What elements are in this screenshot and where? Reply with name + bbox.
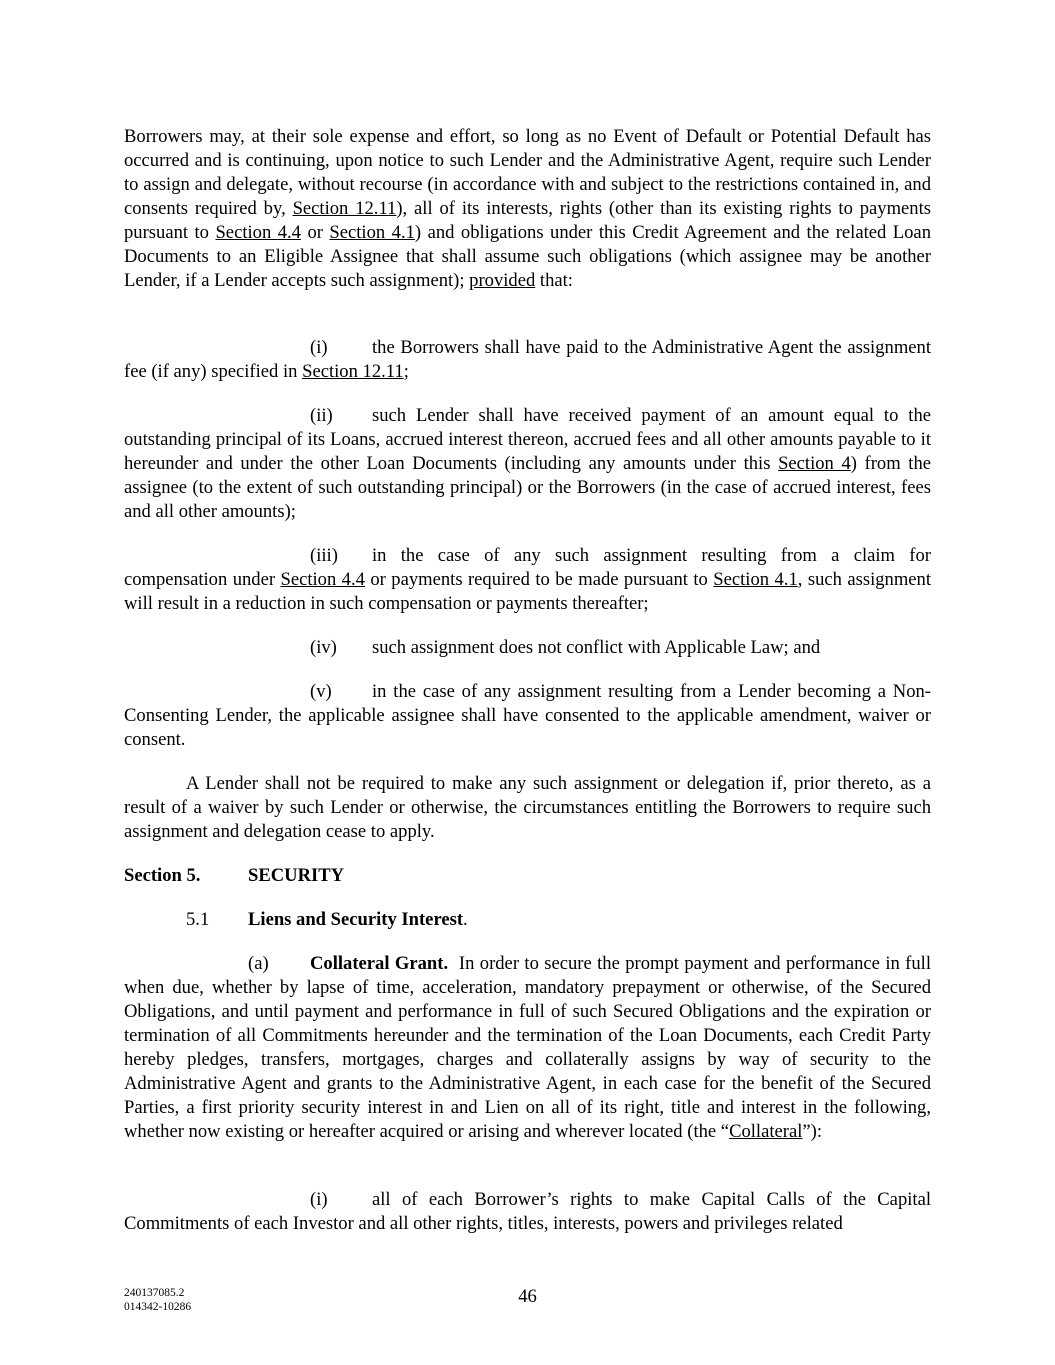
section-ref-link: Section 4.1 <box>713 569 798 590</box>
item-number: (v) <box>310 681 332 702</box>
defined-term: Collateral <box>729 1121 803 1142</box>
footer-document-id: 240137085.2 014342-10286 <box>124 1287 192 1313</box>
subsection-heading: 5.1 Liens and Security Interest. <box>186 909 468 930</box>
item-number: (iv) <box>310 637 337 658</box>
page-number: 46 <box>518 1286 537 1307</box>
item-v: (v) in the case of any assignment resulting from a Lender becoming a Non-Consenting Lender, the applicable assignee shall have consented to the applicable amendment, waiver or consent. <box>124 681 931 750</box>
item-number: (a) <box>248 953 269 974</box>
item-ii: (ii) such Lender shall have received payment of an amount equal to the outstanding principal of its Loans, accrued interest thereon, accrued fees and all other amounts payable to it hereunder and under the other Loan Documents (including any amounts under this Section 4) from the assignee (to the extent of such outstanding principal) or the Borrowers (in the case of accrued interest, fees and all other amounts); <box>124 405 932 522</box>
item-number: (ii) <box>310 405 333 426</box>
section-heading: Section 5. SECURITY <box>124 865 345 886</box>
item-iv: (iv) such assignment does not conflict with Applicable Law; and <box>310 637 821 658</box>
section-ref-link: Section 12.11 <box>302 361 404 382</box>
item-number: (iii) <box>310 545 338 566</box>
collateral-item-i: (i) all of each Borrower’s rights to make Capital Calls of the Capital Commitments of each Investor and all other rights, titles, interests, powers and privileges related <box>124 1189 931 1234</box>
collateral-grant-paragraph: (a) Collateral Grant. In order to secure the prompt payment and performance in full when due, whether by lapse of time, acceleration, mandatory prepayment or otherwise, of the Secured Obligations, and until payment and performance in full of such Secured Obligations and the expiration or termination of all Commitments hereunder and the termination of the Loan Documents, each Credit Party hereby pledges, transfers, mortgages, charges and collaterally assigns by way of security to the Administrative Agent and grants to the Administrative Agent, in each case for the benefit of the Secured Parties, a first priority security interest in and Lien on all of its right, title and interest in the following, whether now existing or hereafter acquired or arising and wherever located (the “Collateral”): <box>124 953 936 1142</box>
section-ref-link: Section 12.11 <box>292 198 397 219</box>
item-number: (i) <box>310 337 328 358</box>
section-ref-link: Section 4.4 <box>215 222 301 243</box>
section-ref-link: Section 4.4 <box>280 569 365 590</box>
subsection-title: Liens and Security Interest <box>248 909 464 930</box>
clause-title: Collateral Grant. <box>310 953 449 974</box>
section-ref-link: Section 4 <box>778 453 851 474</box>
intro-paragraph: Borrowers may, at their sole expense and effort, so long as no Event of Default or Potential Default has occurred and is continuing, upon notice to such Lender and the Administrative Agent, require such Lender to assign and delegate, without recourse (in accordance with and subject to the restrictions contained in, and consents required by, Section 12.11), all of its interests, rights (other than its existing rights to payments pursuant to Section 4.4 or Section 4.1) and obligations under this Credit Agreement and the related Loan Documents to an Eligible Assignee that shall assume such obligations (which assignee may be another Lender, if a Lender accepts such assignment); provided that: <box>124 126 931 291</box>
item-number: (i) <box>310 1189 328 1210</box>
item-iii: (iii) in the case of any such assignment resulting from a claim for compensation under Section 4.4 or payments required to be made pursuant to Section 4.1, such assignment will result in a reduction in such compensation or payments thereafter; <box>124 545 932 614</box>
section-ref-link: Section 4.1 <box>329 222 415 243</box>
item-i: (i) the Borrowers shall have paid to the Administrative Agent the assignment fee (if any) specified in Section 12.11; <box>124 337 931 382</box>
lender-paragraph: A Lender shall not be required to make any such assignment or delegation if, prior thereto, as a result of a waiver by such Lender or otherwise, the circumstances entitling the Borrowers to require such assignment and delegation cease to apply. <box>124 773 931 842</box>
provided-term: provided <box>469 270 536 291</box>
